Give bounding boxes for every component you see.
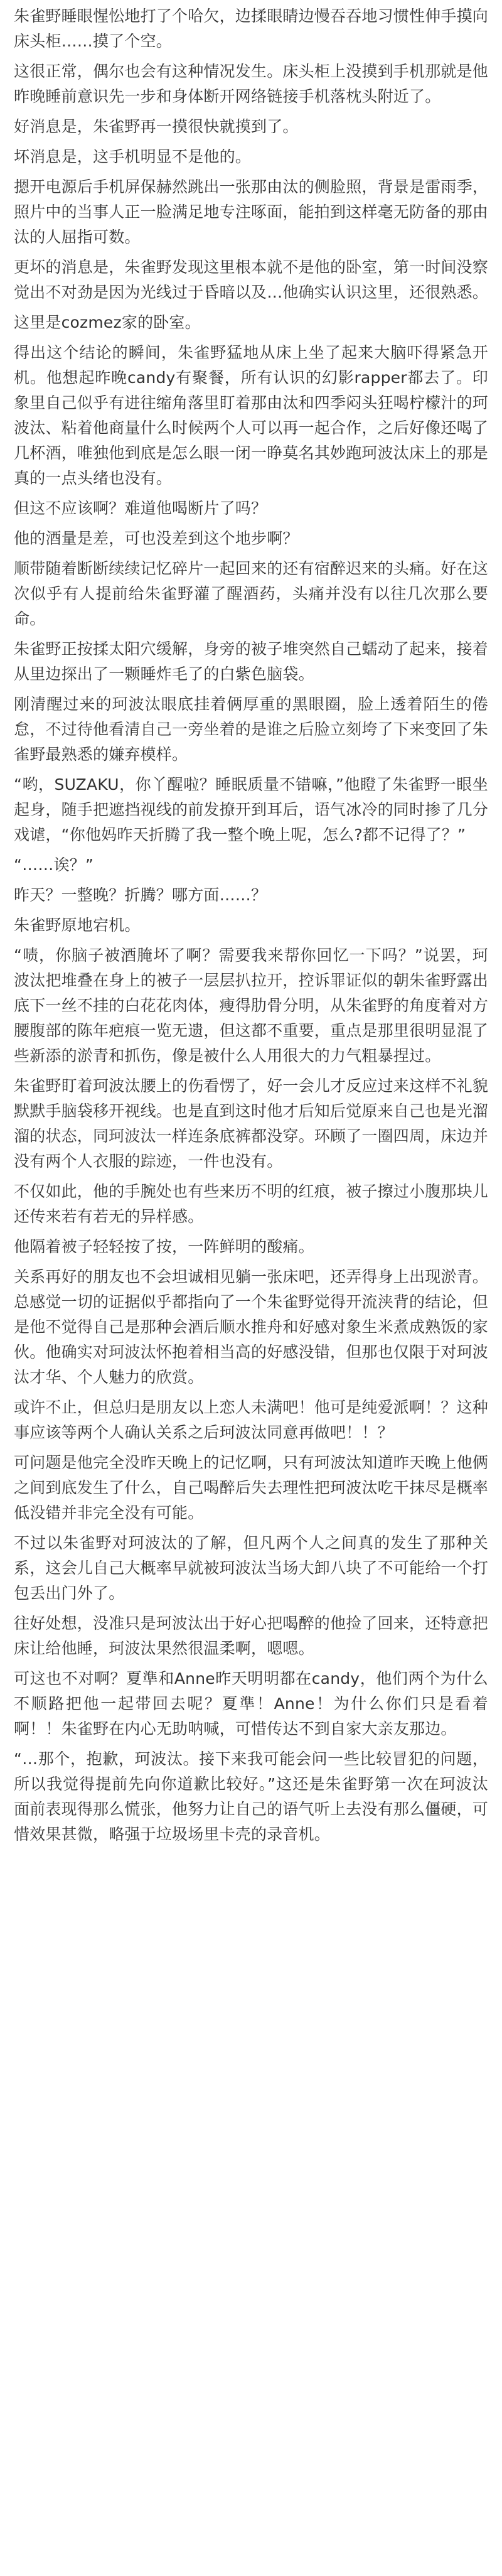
article-body — [14, 4, 488, 1847]
paragraph: 可问题是他完全没昨天晚上的记忆啊，只有珂波汰知道昨天晚上他俩之间到底发生了什么，自己喝醉后失去理性把珂波汰吃干抹尽是概率低没错并非完全没有可能。 — [14, 1453, 489, 1522]
paragraph: 朱雀野正按揉太阳穴缓解，身旁的被子堆突然自己蠕动了起来，接着从里边探出了一颗睡炸毛了的白紫色脑袋。 — [14, 640, 489, 683]
paragraph: 往好处想，没准只是珂波汰出于好心把喝醉的他捡了回来，还特意把床让给他睡，珂波汰果然很温柔啊，嗯嗯。 — [14, 1614, 489, 1657]
paragraph: “哟，SUZAKU，你丫醒啦？睡眠质量不错嘛，”他瞪了朱雀野一眼坐起身，随手把遮挡视线的前发撩开到耳后，语气冰冷的同时掺了几分戏谑，“你他妈昨天折腾了我一整个晚上呢，怎么?都不记得了？” — [14, 775, 489, 844]
paragraph: 但这不应该啊？难道他喝断片了吗？ — [14, 499, 267, 517]
paragraph: 刚清醒过来的珂波汰眼底挂着俩厚重的黑眼圈，脸上透着陌生的倦怠，不过待他看清自己一旁坐着的是谁之后脸立刻垮了下来变回了朱雀野最熟悉的嫌弃模样。 — [14, 695, 489, 763]
paragraph: “啧，你脑子被酒腌坏了啊？需要我来帮你回忆一下吗？”说罢，珂波汰把堆叠在身上的被子一层层扒拉开，控诉罪证似的朝朱雀野露出底下一丝不挂的白花花肉体，瘦得肋骨分明，从朱雀野的角度着对方腰腹部的陈年疤痕一览无遗，但这都不重要，重点是那里很明显混了些新添的淤青和抓伤，像是被什么人用很大的力气粗暴捏过。 — [14, 946, 489, 1065]
paragraph: 或许不止，但总归是朋友以上恋人未满吧！他可是纯爱派啊！？这种事应该等两个人确认关系之后珂波汰同意再做吧！！？ — [14, 1398, 489, 1442]
paragraph: 顺带随着断断续续记忆碎片一起回来的还有宿醉迟来的头痛。好在这次似乎有人提前给朱雀野灌了醒酒药，头痛并没有以往几次那么要命。 — [14, 559, 489, 628]
paragraph: “…那个，抱歉，珂波汰。接下来我可能会问一些比较冒犯的问题，所以我觉得提前先向你道歉比较好。”这还是朱雀野第一次在珂波汰面前表现得那么慌张，他努力让自己的语气听上去没有那么僵硬，可惜效果甚微，略强于垃圾场里卡壳的录音机。 — [14, 1750, 489, 1843]
paragraph: 昨天？一整晚？折腾？哪方面……？ — [14, 886, 267, 904]
paragraph: 关系再好的朋友也不会坦诚相见躺一张床吧，还弄得身上出现淤青。总感觉一切的证据似乎都指向了一个朱雀野觉得开流浃背的结论，但是他不觉得自己是那种会酒后顺水推舟和好感对象生米煮成熟饭的家伙。他确实对珂波汰怀抱着相当高的好感没错，但那也仅限于对珂波汰才华、个人魅力的欣赏。 — [14, 1268, 489, 1386]
paragraph: 更坏的消息是，朱雀野发现这里根本就不是他的卧室，第一时间没察觉出不对劲是因为光线过于昏暗以及…他确实认识这里，还很熟悉。 — [14, 258, 489, 301]
paragraph: 得出这个结论的瞬间，朱雀野猛地从床上坐了起来大脑吓得紧急开机。他想起昨晚candy有聚餐，所有认识的幻影rapper都去了。印象里自己似乎有进往缩角落里盯着那由汰和四季闷头狂喝柠檬汁的珂波汰、粘着他商量什么时候两个人可以再一起合作，之后好像还喝了几杯酒，唯独他到底是怎么眼一闭一睁莫名其妙跑珂波汰床上的那是真的一点头绪也没有。 — [14, 343, 489, 487]
paragraph: 这很正常，偶尔也会有这种情况发生。床头柜上没摸到手机那就是他昨晚睡前意识先一步和身体断开网络链接手机落枕头附近了。 — [14, 62, 489, 105]
paragraph: 他的酒量是差，可也没差到这个地步啊？ — [14, 529, 299, 547]
paragraph: 朱雀野原地宕机。 — [14, 916, 141, 934]
paragraph: 可这也不对啊？夏準和Anne昨天明明都在candy，他们两个为什么不顺路把他一起带回去呢？夏準！Anne！为什么你们只是看着啊！！朱雀野在内心无助呐喊，可惜传达不到自家大亲友那边。 — [14, 1669, 488, 1738]
paragraph: “……诶？” — [14, 856, 94, 874]
paragraph: 他隔着被子轻轻按了按，一阵鲜明的酸痛。 — [14, 1237, 314, 1256]
paragraph: 不仅如此，他的手腕处也有些来历不明的红痕，被子擦过小腹那块儿还传来若有若无的异样感。 — [14, 1182, 489, 1226]
paragraph: 朱雀野盯着珂波汰腰上的伤看愣了，好一会儿才反应过来这样不礼貌默默手脑袋移开视线。也是直到这时他才后知后觉原来自己也是光溜溜的状态，同珂波汰一样连条底裤都没穿。环顾了一圈四周，床边并没有两个人衣服的踪迹，一件也没有。 — [14, 1077, 489, 1170]
paragraph: 摁开电源后手机屏保赫然跳出一张那由汰的侧脸照，背景是雷雨季，照片中的当事人正一脸满足地专注啄面，能拍到这样毫无防备的那由汰的人屈指可数。 — [14, 178, 489, 246]
paragraph: 不过以朱雀野对珂波汰的了解，但凡两个人之间真的发生了那种关系，这会儿自己大概率早就被珂波汰当场大卸八块了不可能给一个打包丢出门外了。 — [14, 1534, 489, 1602]
paragraph: 朱雀野睡眼惺忪地打了个哈欠，边揉眼睛边慢吞吞地习惯性伸手摸向床头柜……摸了个空。 — [14, 7, 489, 50]
paragraph: 这里是cozmez家的卧室。 — [14, 313, 201, 331]
paragraph: 坏消息是，这手机明显不是他的。 — [14, 148, 252, 166]
paragraph: 好消息是，朱雀野再一摸很快就摸到了。 — [14, 117, 299, 136]
